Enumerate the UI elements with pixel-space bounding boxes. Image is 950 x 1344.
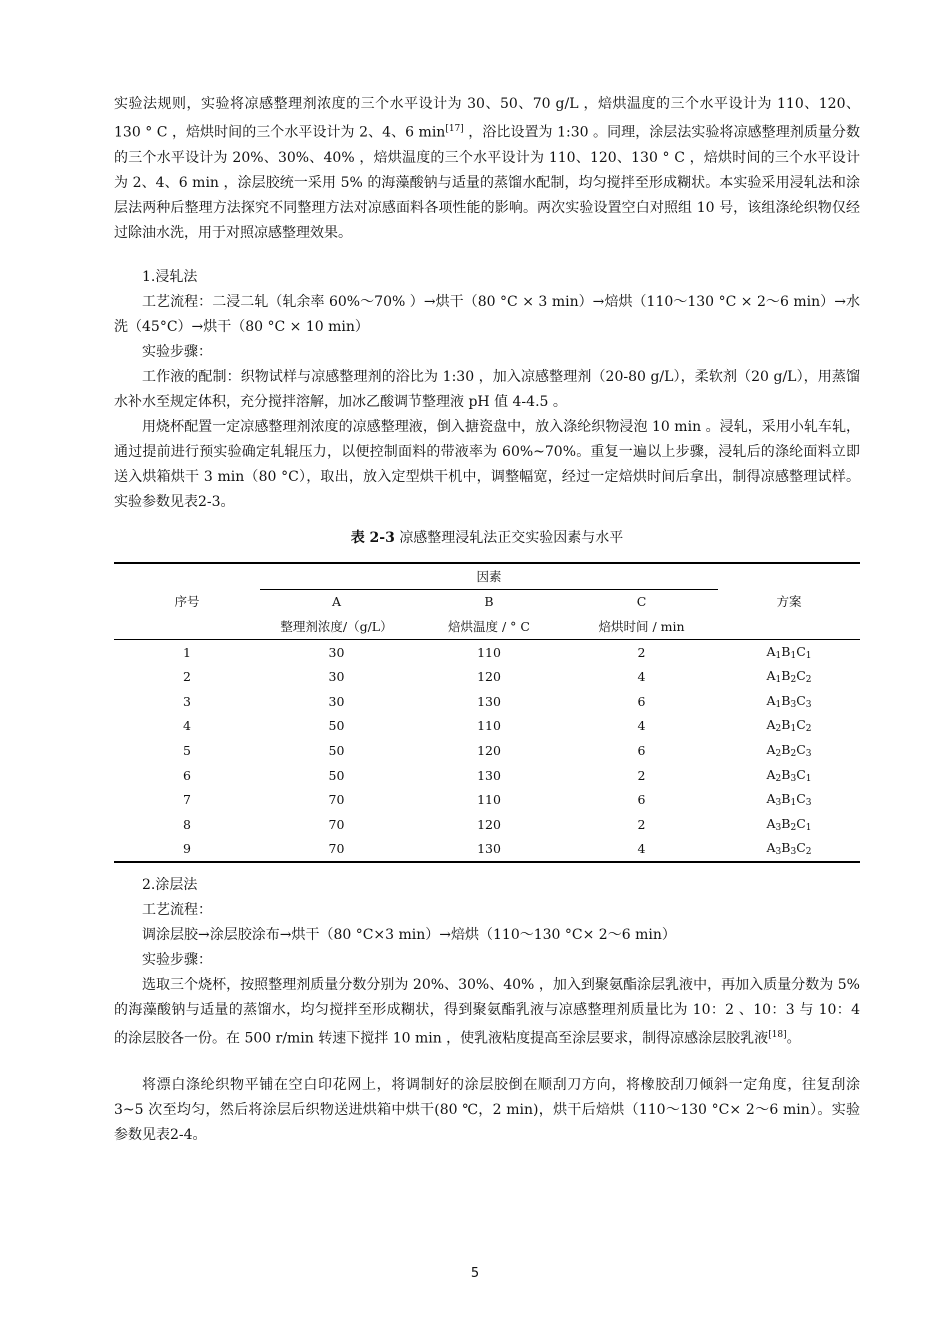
table-row — [114, 738, 860, 763]
cell-a: 50 — [328, 742, 345, 758]
plan-subscript: 1 — [790, 650, 797, 661]
plan-letter: C — [796, 741, 806, 757]
table-row — [114, 664, 860, 689]
intro-text-1: 实验法规则，实验将凉感整理剂浓度的三个水平设计为 30、50、70 g/L ，焙烘温度的三个水平设计为 110、120、130 ° C ，焙烘时间的三个水平设计为 2、4、6 min — [114, 96, 860, 141]
cell-c: 4 — [637, 718, 646, 734]
plan-subscript: 1 — [775, 699, 782, 710]
plan-letter: A — [766, 668, 776, 684]
cell-c: 2 — [637, 644, 646, 660]
cell-index: 6 — [183, 767, 191, 783]
cell-b: 120 — [477, 816, 501, 832]
cell-plan — [718, 714, 860, 739]
header-a: A — [331, 594, 342, 610]
plan-letter: A — [766, 791, 776, 807]
cell-b: 120 — [477, 669, 501, 685]
table-title: 凉感整理浸轧法正交实验因素与水平 — [399, 530, 624, 546]
header-index: 序号 — [174, 594, 200, 610]
header-c-unit: 焙烘时间 / min — [598, 619, 685, 635]
cell-c: 4 — [637, 841, 646, 857]
cell-a: 70 — [328, 792, 345, 808]
intro-text-2: ，浴比设置为 1:30 。同理，涂层法实验将凉感整理剂质量分数的三个水平设计为 20%、30%、40% ，焙烘温度的三个水平设计为 110、120、130 ° C ，焙烘时间的三个水平设计为 2、4、6 min ，涂层胶统一采用 5% 的海藻酸钠与适量的蒸馏水配制，均匀搅拌至形成糊状。本实验采用浸轧法和涂层法两种后整理方法探究不同整理方法对凉感面料各项性能的影响。两次实验设置空白对照组 10 号，该组涤纶织物仅经过除油水洗，用于对照凉感整理效果。 — [114, 124, 860, 241]
intro-paragraph — [114, 92, 860, 246]
plan-letter: B — [781, 791, 791, 807]
cell-a: 30 — [328, 669, 345, 685]
section-2-paragraph-1-text: 选取三个烧杯，按照整理剂质量分数分别为 20%、30%、40% ，加入到聚氨酯涂层乳液中，再加入质量分数为 5% 的海藻酸钠与适量的蒸馏水，均匀搅拌至形成糊状，得到聚氨酯乳液与凉感整理剂质量比为 10：2 、10：3 与 10：4 的涂层胶各一份。在 500 r/min 转速下搅拌 10 min ，使乳液粘度提高至涂层要求，制得凉感涂层胶乳液 — [114, 977, 860, 1047]
plan-subscript: 3 — [775, 822, 782, 833]
plan-letter: A — [766, 815, 776, 831]
cell-plan — [718, 639, 860, 664]
cell-a: 70 — [328, 816, 345, 832]
table-row — [114, 689, 860, 714]
plan-subscript: 1 — [805, 822, 812, 833]
plan-subscript: 2 — [805, 675, 812, 686]
table-row — [114, 837, 860, 863]
cell-b: 130 — [477, 693, 501, 709]
cell-a: 30 — [328, 693, 345, 709]
section-2-title: 2.涂层法 — [142, 877, 198, 893]
cell-c: 6 — [637, 693, 646, 709]
plan-letter: C — [796, 791, 806, 807]
plan-letter: C — [796, 717, 806, 733]
section-1-steps-label: 实验步骤： — [142, 344, 212, 360]
cell-plan — [718, 664, 860, 689]
cell-b: 130 — [477, 767, 501, 783]
plan-letter: B — [781, 717, 791, 733]
section-2-paragraph-2: 将漂白涤纶织物平铺在空白印花网上，将调制好的涂层胶倒在顺刮刀方向，将橡胶刮刀倾斜一定角度，往复刮涂 3~5 次至均匀，然后将涂层后织物送进烘箱中烘干(80 ℃，2 min)，烘干后焙烘（110～130 °C× 2～6 min）。实验参数见表2-4。 — [114, 1077, 860, 1143]
cell-b: 120 — [477, 742, 501, 758]
plan-letter: A — [766, 741, 776, 757]
plan-letter: A — [766, 840, 776, 856]
section-2-process-label: 工艺流程： — [142, 902, 212, 918]
plan-subscript: 3 — [805, 748, 812, 759]
cell-b: 110 — [477, 644, 501, 660]
plan-subscript: 1 — [790, 798, 797, 809]
plan-subscript: 2 — [775, 748, 782, 759]
plan-letter: C — [796, 840, 806, 856]
plan-subscript: 3 — [805, 798, 812, 809]
citation-18: [18] — [768, 1030, 787, 1040]
page-number: 5 — [470, 1266, 480, 1281]
cell-index: 8 — [183, 816, 191, 832]
cell-plan — [718, 812, 860, 837]
plan-letter: B — [781, 741, 791, 757]
table-row — [114, 714, 860, 739]
cell-index: 7 — [183, 792, 191, 808]
plan-letter: A — [766, 643, 776, 659]
cell-plan — [718, 763, 860, 788]
plan-letter: B — [781, 692, 791, 708]
plan-subscript: 3 — [775, 798, 782, 809]
cell-c: 2 — [637, 816, 646, 832]
table-row — [114, 763, 860, 788]
citation-17: [17] — [445, 124, 464, 134]
cell-a: 30 — [328, 644, 345, 660]
cell-index: 9 — [183, 841, 191, 857]
plan-subscript: 3 — [790, 847, 797, 858]
section-2-paragraph-1-end: 。 — [786, 1030, 801, 1047]
plan-letter: C — [796, 643, 806, 659]
cell-a: 70 — [328, 841, 345, 857]
cell-c: 6 — [637, 792, 646, 808]
header-b-unit: 焙烘温度 / ° C — [448, 619, 530, 635]
cell-c: 6 — [637, 742, 646, 758]
plan-subscript: 2 — [790, 748, 797, 759]
section-1-process: 工艺流程：二浸二轧（轧余率 60%～70% ）→烘干（80 °C × 3 min）→焙烘（110～130 °C × 2～6 min）→水洗（45°C）→烘干（80 °C × 10 min） — [114, 294, 860, 335]
header-a-unit: 整理剂浓度/（g/L） — [280, 619, 393, 635]
plan-subscript: 2 — [805, 724, 812, 735]
header-b: B — [484, 594, 494, 610]
orthogonal-table — [114, 562, 860, 863]
cell-c: 2 — [637, 767, 646, 783]
table-caption — [114, 527, 860, 549]
table-row — [114, 787, 860, 812]
plan-subscript: 3 — [805, 699, 812, 710]
cell-index: 1 — [183, 644, 191, 660]
plan-letter: B — [781, 643, 791, 659]
plan-subscript: 3 — [790, 699, 797, 710]
section-2-steps-label: 实验步骤： — [142, 952, 212, 968]
plan-letter: A — [766, 766, 776, 782]
plan-subscript: 2 — [805, 847, 812, 858]
cell-b: 110 — [477, 718, 501, 734]
header-factor: 因素 — [260, 563, 718, 589]
table-number: 表 2-3 — [350, 530, 395, 546]
plan-letter: C — [796, 668, 806, 684]
cell-b: 130 — [477, 841, 501, 857]
table-row — [114, 639, 860, 664]
section-1-paragraph-2: 用烧杯配置一定凉感整理剂浓度的凉感整理液，倒入搪瓷盘中，放入涤纶织物浸泡 10 min 。浸轧，采用小轧车轧，通过提前进行预实验确定轧辊压力，以便控制面料的带液率为 60%~70%。重复一遍以上步骤，浸轧后的涤纶面料立即送入烘箱烘干 3 min（80 °C），取出，放入定型烘干机中，调整幅宽，经过一定焙烘时间后拿出，制得凉感整理试样。实验参数见表2-3。 — [114, 419, 860, 510]
cell-plan — [718, 787, 860, 812]
cell-a: 50 — [328, 767, 345, 783]
section-2-process: 调涂层胶→涂层胶涂布→烘干（80 °C×3 min）→焙烘（110～130 °C× 2～6 min） — [142, 927, 676, 943]
section-1-paragraph-1: 工作液的配制：织物试样与凉感整理剂的浴比为 1:30 ，加入凉感整理剂（20-80 g/L），柔软剂（20 g/L），用蒸馏水补水至规定体积，充分搅拌溶解，加冰乙酸调节整理液 pH 值 4-4.5 。 — [114, 369, 860, 410]
cell-plan — [718, 837, 860, 863]
plan-letter: B — [781, 815, 791, 831]
cell-index: 5 — [183, 742, 191, 758]
cell-index: 4 — [183, 718, 191, 734]
plan-letter: C — [796, 815, 806, 831]
header-plan: 方案 — [776, 594, 802, 610]
plan-subscript: 2 — [790, 675, 797, 686]
cell-a: 50 — [328, 718, 345, 734]
plan-letter: B — [781, 766, 791, 782]
cell-plan — [718, 689, 860, 714]
cell-c: 4 — [637, 669, 646, 685]
plan-letter: B — [781, 668, 791, 684]
plan-subscript: 1 — [775, 650, 782, 661]
plan-subscript: 2 — [775, 724, 782, 735]
plan-letter: C — [796, 692, 806, 708]
plan-subscript: 1 — [805, 650, 812, 661]
section-2-paragraph-1 — [114, 973, 860, 1052]
cell-b: 110 — [477, 792, 501, 808]
plan-subscript: 2 — [775, 773, 782, 784]
cell-plan — [718, 738, 860, 763]
plan-subscript: 1 — [790, 724, 797, 735]
plan-subscript: 3 — [790, 773, 797, 784]
plan-subscript: 1 — [805, 773, 812, 784]
cell-index: 2 — [183, 669, 191, 685]
plan-subscript: 1 — [775, 675, 782, 686]
cell-index: 3 — [183, 693, 191, 709]
header-c: C — [636, 594, 647, 610]
plan-letter: B — [781, 840, 791, 856]
table-row — [114, 812, 860, 837]
plan-letter: A — [766, 717, 776, 733]
section-1-title: 1.浸轧法 — [142, 269, 198, 285]
plan-letter: A — [766, 692, 776, 708]
plan-subscript: 2 — [790, 822, 797, 833]
plan-letter: C — [796, 766, 806, 782]
plan-subscript: 3 — [775, 847, 782, 858]
